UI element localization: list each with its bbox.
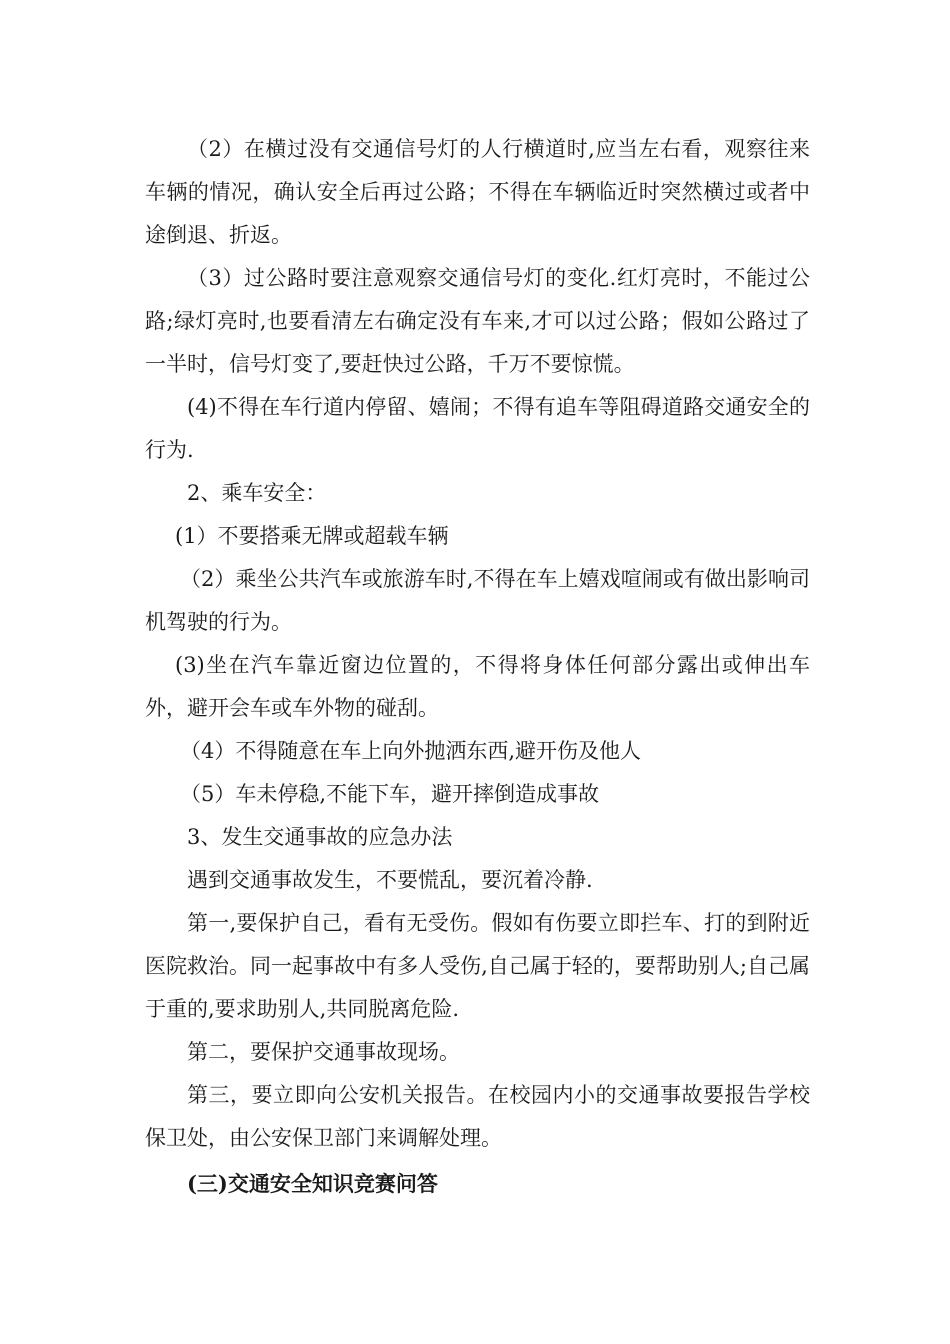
paragraph-second-protect-scene: 第二，要保护交通事故现场。 xyxy=(187,1040,460,1064)
paragraph-crosswalk-no-signal: （2）在横过没有交通信号灯的人行横道时,应当左右看，观察往来车辆的情况，确认安全后再过公路；不得在车辆临近时突然横过或者中途倒退、折返。 xyxy=(145,137,810,247)
document-body xyxy=(145,128,810,1205)
paragraph-window-seat: (3)坐在汽车靠近窗边位置的，不得将身体任何部分露出或伸出车外，避开会车或车外物的碰刮。 xyxy=(145,653,810,720)
paragraph-bus-behavior: （2）乘坐公共汽车或旅游车时,不得在车上嬉戏喧闹或有做出影响司机驾驶的行为。 xyxy=(145,567,810,634)
paragraph-stay-calm: 遇到交通事故发生，不要慌乱，要沉着冷静. xyxy=(187,868,593,892)
paragraph-no-lingering: (4)不得在车行道内停留、嬉闹；不得有追车等阻碍道路交通安全的行为. xyxy=(145,395,810,462)
paragraph-no-throwing: （4）不得随意在车上向外抛洒东西,避开伤及他人 xyxy=(180,739,642,763)
paragraph-wait-for-stop: （5）车未停稳,不能下车，避开摔倒造成事故 xyxy=(180,782,600,806)
section-heading-quiz: (三)交通安全知识竞赛问答 xyxy=(187,1171,438,1196)
subheading-riding-safety: 2、乘车安全： xyxy=(187,481,327,505)
paragraph-third-report-police: 第三，要立即向公安机关报告。在校园内小的交通事故要报告学校保卫处，由公安保卫部门来调解处理。 xyxy=(145,1083,810,1150)
paragraph-first-protect-self: 第一,要保护自己，看有无受伤。假如有伤要立即拦车、打的到附近医院救治。同一起事故中有多人受伤,自己属于轻的，要帮助别人;自己属于重的,要求助别人,共同脱离危险. xyxy=(145,911,810,1021)
subheading-accident-response: 3、发生交通事故的应急办法 xyxy=(187,825,453,849)
paragraph-unlicensed-vehicles: (1）不要搭乘无牌或超载车辆 xyxy=(175,524,449,548)
paragraph-signal-lights: （3）过公路时要注意观察交通信号灯的变化.红灯亮时，不能过公路;绿灯亮时,也要看清左右确定没有车来,才可以过公路；假如公路过了一半时，信号灯变了,要赶快过公路，千万不要惊慌。 xyxy=(145,266,810,376)
